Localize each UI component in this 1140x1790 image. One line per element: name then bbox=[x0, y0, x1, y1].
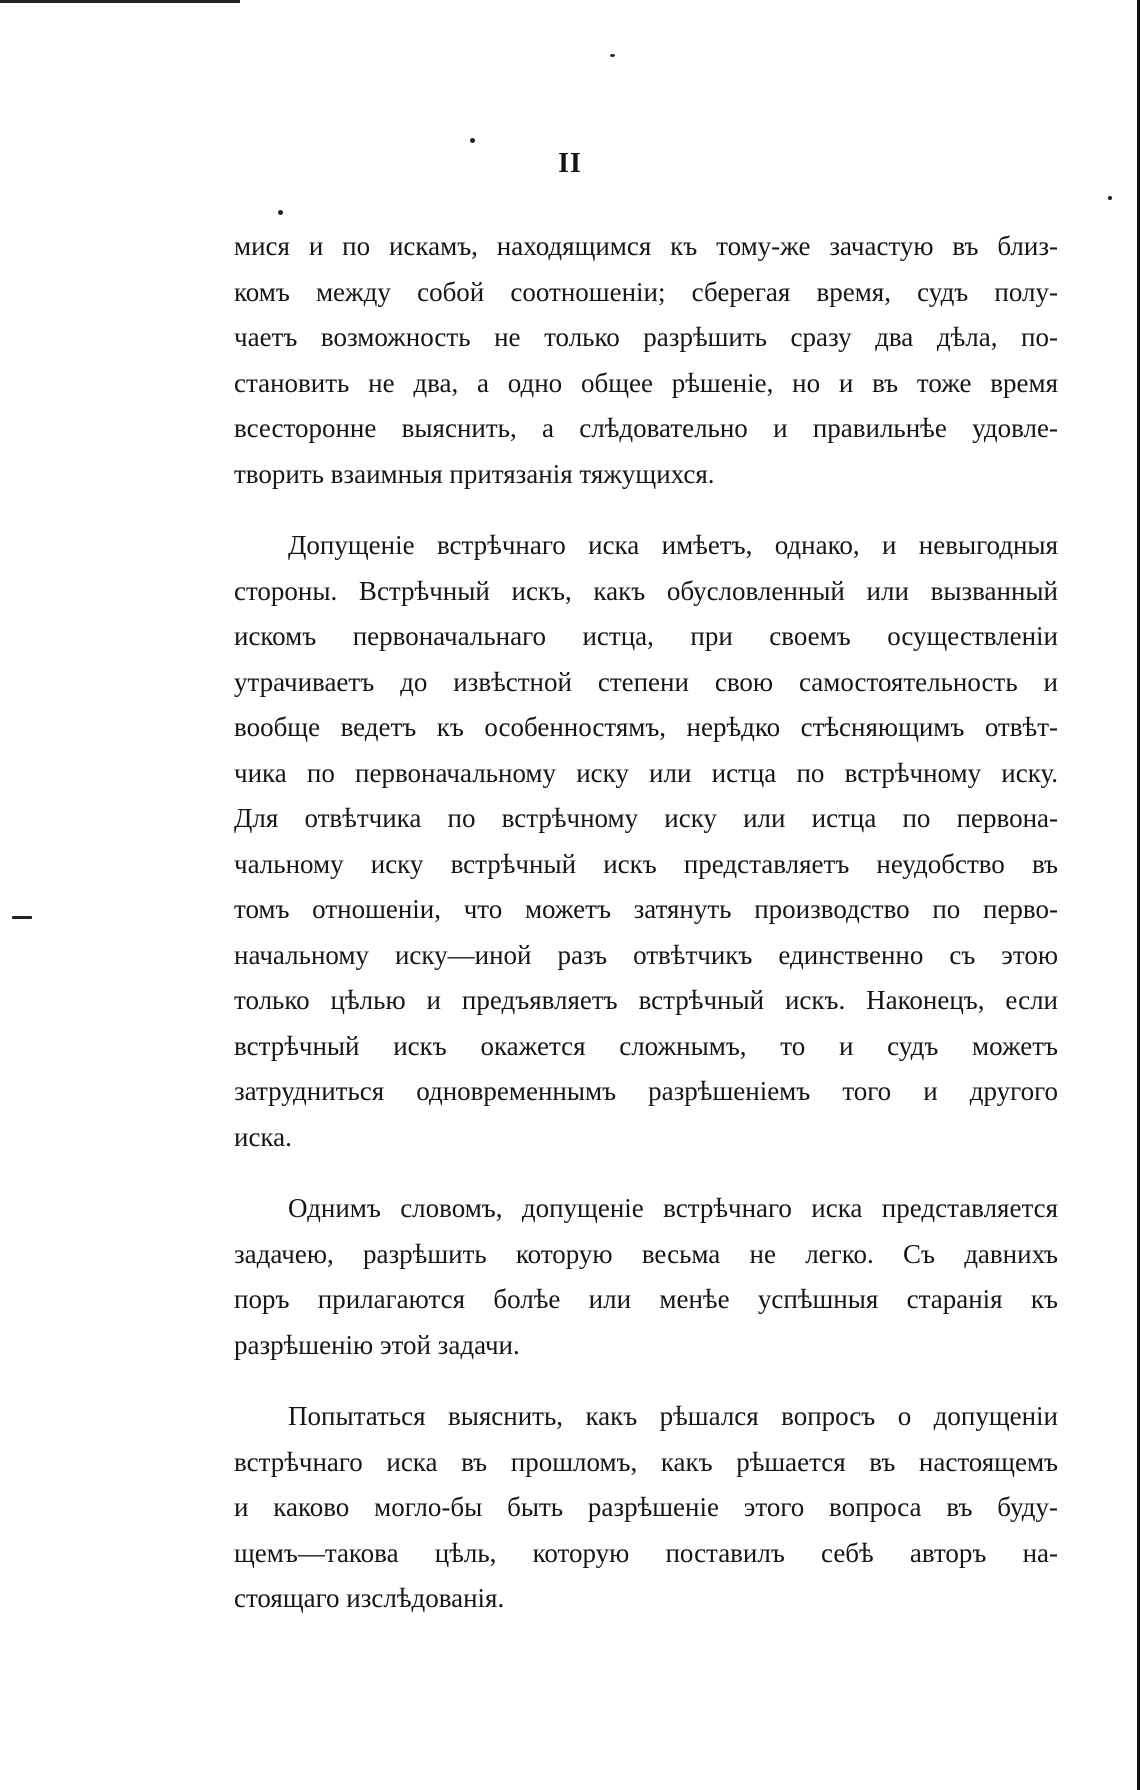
scan-speck bbox=[12, 916, 32, 919]
text-line: вообще ведетъ къ особенностямъ, нерѣдко стѣсняющимъ отвѣт- bbox=[234, 712, 1058, 742]
body-text bbox=[234, 224, 1058, 1648]
text-line: чаетъ возможность не только разрѣшить сразу два дѣла, по- bbox=[234, 322, 1058, 352]
text-line: творить взаимныя притязанія тяжущихся. bbox=[234, 458, 715, 489]
text-line: томъ отношеніи, что можетъ затянуть производство по перво- bbox=[234, 894, 1058, 924]
text-line: комъ между собой соотношеніи; сберегая время, судъ полу- bbox=[234, 276, 1058, 307]
text-line: только цѣлью и предъявляетъ встрѣчный искъ. Наконецъ, если bbox=[234, 985, 1058, 1015]
paragraph bbox=[234, 1394, 1058, 1622]
text-line: иска. bbox=[234, 1121, 292, 1152]
text-line: поръ прилагаются болѣе или менѣе успѣшныя старанія къ bbox=[234, 1284, 1058, 1314]
paragraph bbox=[234, 523, 1058, 1160]
text-line: становить не два, а одно общее рѣшеніе, но и въ тоже время bbox=[234, 367, 1058, 398]
text-line: встрѣчный искъ окажется сложнымъ, то и судъ можетъ bbox=[234, 1030, 1058, 1061]
paragraph bbox=[234, 1186, 1058, 1368]
text-line: Попытаться выяснить, какъ рѣшался вопросъ о допущеніи bbox=[288, 1401, 1058, 1431]
text-line: и каково могло-бы быть разрѣшеніе этого вопроса въ буду- bbox=[234, 1492, 1058, 1522]
text-line: мися и по искамъ, находящимся къ тому-же зачастую въ близ- bbox=[234, 231, 1058, 261]
scan-speck bbox=[610, 54, 615, 57]
scan-speck bbox=[1108, 196, 1112, 200]
text-line: разрѣшенію этой задачи. bbox=[234, 1329, 520, 1360]
paragraph bbox=[234, 224, 1058, 497]
text-line: утрачиваетъ до извѣстной степени свою самостоятельность и bbox=[234, 666, 1058, 697]
text-line: стоящаго изслѣдованія. bbox=[234, 1583, 505, 1613]
text-line: встрѣчнаго иска въ прошломъ, какъ рѣшается въ настоящемъ bbox=[234, 1446, 1058, 1477]
text-line: всесторонне выяснить, а слѣдовательно и правильнѣе удовле- bbox=[234, 413, 1058, 443]
text-line: затрудниться одновременнымъ разрѣшеніемъ того и другого bbox=[234, 1076, 1058, 1106]
page-number: II bbox=[558, 148, 582, 179]
text-line: щемъ—такова цѣль, которую поставилъ себѣ авторъ на- bbox=[234, 1537, 1058, 1568]
scan-edge-top bbox=[0, 0, 240, 3]
text-line: чика по первоначальному иску или истца по встрѣчному иску. bbox=[234, 757, 1058, 788]
text-line: начальному иску—иной разъ отвѣтчикъ единственно съ этою bbox=[234, 939, 1058, 970]
text-line: Допущеніе встрѣчнаго иска имѣетъ, однако, и невыгодныя bbox=[288, 530, 1058, 560]
text-line: Для отвѣтчика по встрѣчному иску или истца по первона- bbox=[234, 803, 1058, 833]
text-line: задачею, разрѣшить которую весьма не легко. Съ давнихъ bbox=[234, 1238, 1058, 1269]
text-line: чальному иску встрѣчный искъ представляетъ неудобство въ bbox=[234, 848, 1058, 879]
scan-speck bbox=[278, 210, 283, 215]
scan-speck bbox=[470, 138, 475, 143]
text-line: Однимъ словомъ, допущеніе встрѣчнаго иска представляется bbox=[288, 1193, 1058, 1223]
text-line: стороны. Встрѣчный искъ, какъ обусловленный или вызванный bbox=[234, 575, 1058, 606]
text-line: искомъ первоначальнаго истца, при своемъ осуществленіи bbox=[234, 621, 1058, 651]
